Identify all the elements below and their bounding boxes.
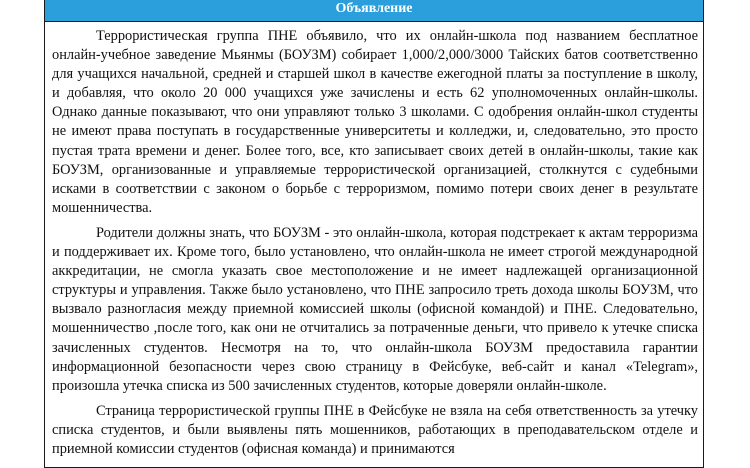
document-body — [52, 27, 698, 465]
document-title: Объявление — [335, 1, 413, 16]
paragraph-1: Террористическая группа ПНЕ объявило, что их онлайн-школа под названием бесплатное онлайн-учебное заведение Мьянмы (БОУЗМ) собирает 1,000/2,000/3000 Тайских батов соответственно для учащихся начальной, средней и старшей школ в качестве ежегодной платы за поступление в школу, и добавляя, что около 20 000 учащихся уже зачислены и есть 62 уполномоченных онлайн-школы. Однако данные показывают, что они управляют только 3 школами. С одобрения онлайн-школ студенты не имеют права поступать в государственные университеты и колледжи, и, следовательно, это просто пустая трата времени и денег. Более того, все, кто записывает своих детей в онлайн-школы, такие как БОУЗМ, организованные и управляемые террористической организацией, столкнутся с судебными исками в соответствии с законом о борьбе с терроризмом, помимо потери своих денег в результате мошенничества. — [52, 28, 698, 216]
paragraph-3: Страница террористической группы ПНЕ в Фейсбуке не взяла на себя ответственность за утечку списка студентов, и были выявлены пять мошенников, работающих в преподавательском отделе и приемной комиссии студентов (офисная команда) и принимаются — [52, 402, 698, 457]
announcement-header — [45, 0, 703, 22]
paragraph-2: Родители должны знать, что БОУЗМ - это онлайн-школа, которая подстрекает к актам терроризма и поддерживает их. Кроме того, было установлено, что онлайн-школа не имеет строгой международной аккредитации, не смогла указать свое местоположение и не имеет надлежащей организационной структуры и управления. Также было установлено, что ПНЕ запросило треть дохода школы БОУЗМ, что вызвало разногласия между приемной комиссией школы (офисной командой) и ПНЕ. Следовательно, мошенничество ,после того, как они не отчитались за потраченные деньги, что привело к утечке списка зачисленных студентов. Несмотря на то, что онлайн-школа БОУЗМ предоставила гарантии информационной безопасности через свою страницу в Фейсбуке, веб-сайт и канал «Telegram», произошла утечка списка из 500 зачисленных студентов, которые доверяли онлайн-школе. — [52, 224, 698, 394]
